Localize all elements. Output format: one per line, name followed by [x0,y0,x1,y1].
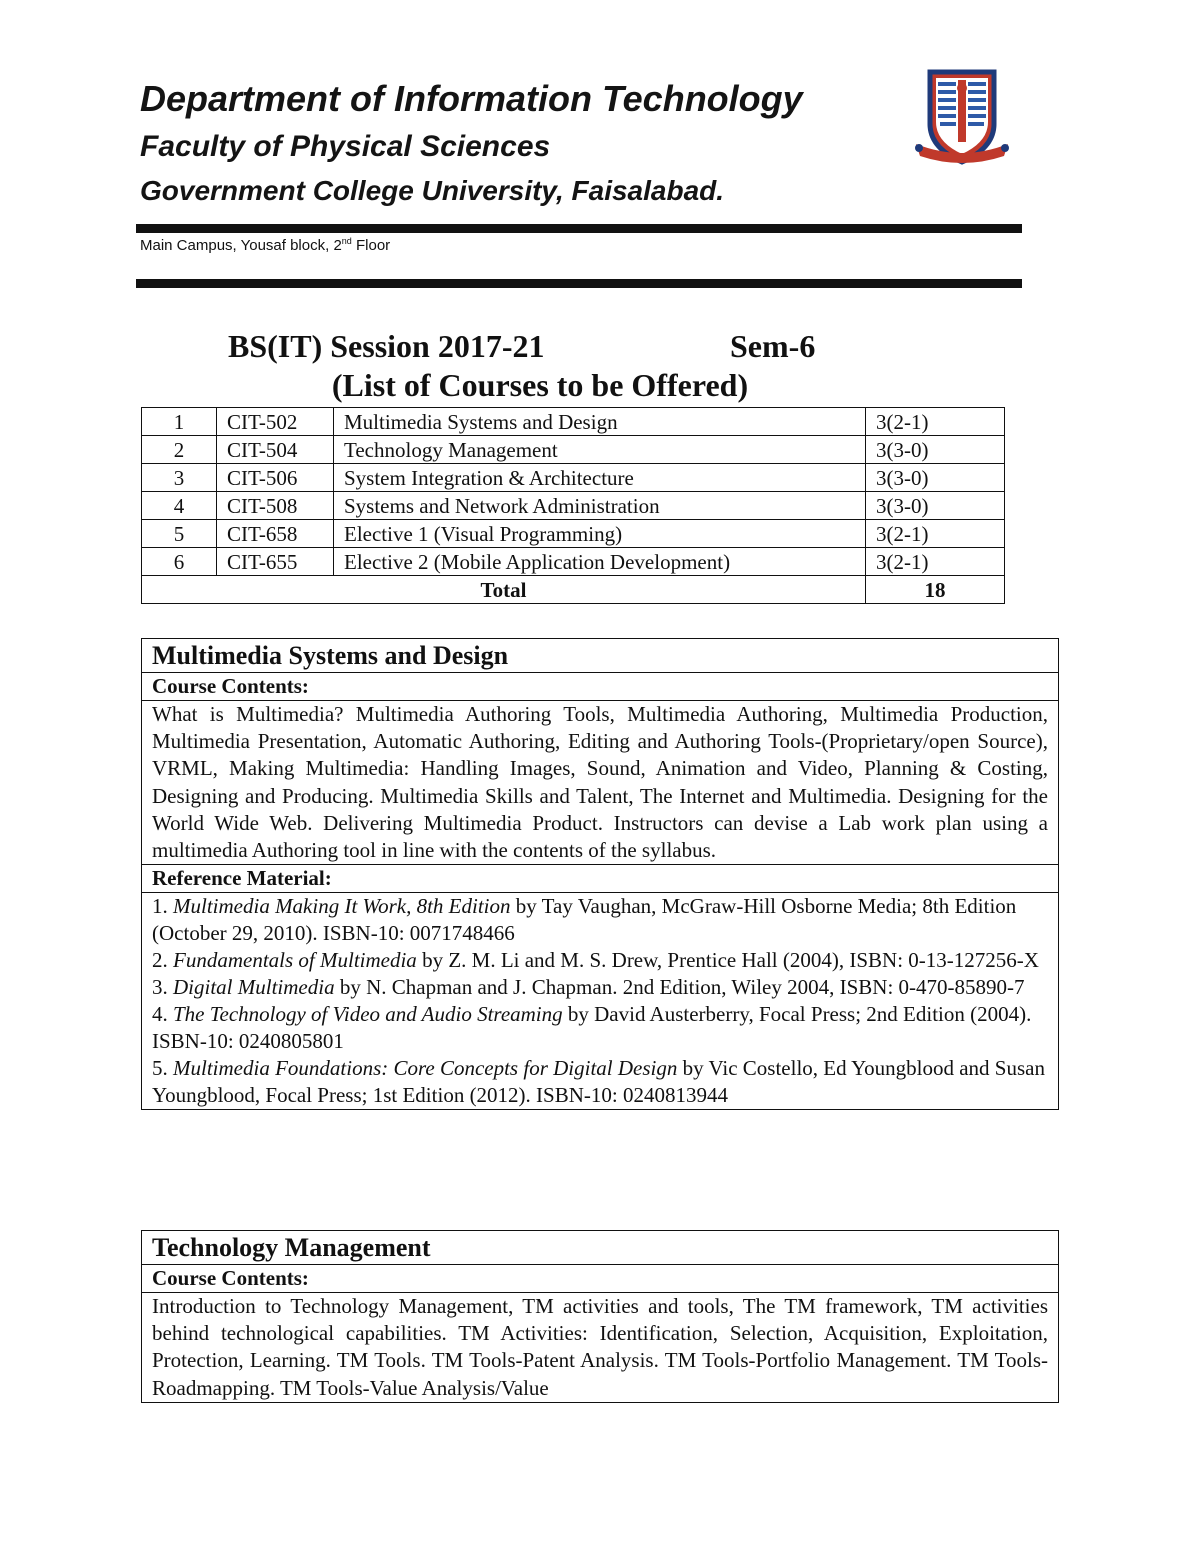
table-row [142,520,1005,548]
reference-book-title: Digital Multimedia [173,975,335,1000]
course-credits: 3(2-1) [866,408,1005,436]
reference-book-title: Multimedia Foundations: Core Concepts for Digital Design [173,1056,678,1081]
course-number: 1 [142,408,217,436]
campus-ordinal: nd [341,236,352,246]
table-row [142,492,1005,520]
university-crest-icon [912,66,1012,170]
reference-book-title: The Technology of Video and Audio Streaming [173,1002,563,1027]
reference-item [152,974,1048,1001]
reference-details: by Tay Vaughan, McGraw-Hill Osborne Media; 8th Edition (October 29, 2010). ISBN-10: 0071748466 [152,894,1017,946]
faculty-name: Faculty of Physical Sciences [140,130,551,163]
course-code: CIT-506 [217,464,334,492]
table-row [142,548,1005,576]
reference-number: 5. [152,1056,173,1081]
reference-item [152,893,1048,947]
course-number: 6 [142,548,217,576]
course-box-title: Multimedia Systems and Design [142,639,1059,673]
course-credits: 3(2-1) [866,548,1005,576]
course-code: CIT-502 [217,408,334,436]
university-name: Government College University, Faisalabad. [140,175,725,206]
table-row [142,436,1005,464]
course-title: Technology Management [334,436,866,464]
course-number: 4 [142,492,217,520]
course-credits: 3(3-0) [866,464,1005,492]
course-contents-label: Course Contents: [142,1265,1059,1293]
campus-floor: Floor [351,237,391,254]
course-title: Elective 2 (Mobile Application Development) [334,548,866,576]
table-row [142,408,1005,436]
reference-item [152,947,1048,974]
courses-table [141,407,1005,604]
program-session: BS(IT) Session 2017-21 [228,328,545,364]
reference-book-title: Fundamentals of Multimedia [173,948,417,973]
header-divider-top [136,224,1022,233]
total-credits: 18 [866,576,1005,604]
campus-text: Main Campus, Yousaf block, 2 [140,237,342,254]
course-contents-text: What is Multimedia? Multimedia Authoring Tools, Multimedia Authoring, Multimedia Production, Multimedia Presentation, Automatic Authoring, Editing and Authoring Tools-(Proprietary/open Source), VRML, Making Multimedia: Handling Images, Sound, Animation and Video, Planning & Costing, Designing and Producing. Multimedia Skills and Talent, The Internet and Multimedia. Designing for the World Wide Web. Delivering Multimedia Product. Instructors can devise a Lab work plan using a multimedia Authoring tool in line with the contents of the syllabus. [142,701,1059,865]
reference-item [152,1055,1048,1109]
course-contents-label: Course Contents: [142,673,1059,701]
reference-details: by Vic Costello, Ed Youngblood and Susan Youngblood, Focal Press; 1st Edition (2012). ISBN-10: 0240813944 [152,1056,1045,1108]
course-title: Multimedia Systems and Design [334,408,866,436]
reference-book-title: Multimedia Making It Work, 8th Edition [173,894,511,919]
reference-item [152,1001,1048,1055]
program-semester: Sem-6 [730,328,816,364]
course-code: CIT-504 [217,436,334,464]
reference-number: 2. [152,948,173,973]
reference-number: 1. [152,894,173,919]
campus-address [140,236,390,254]
total-label: Total [142,576,866,604]
course-title: Systems and Network Administration [334,492,866,520]
program-subtitle: (List of Courses to be Offered) [331,367,749,403]
course-number: 2 [142,436,217,464]
course-code: CIT-508 [217,492,334,520]
course-credits: 3(3-0) [866,492,1005,520]
course-credits: 3(3-0) [866,436,1005,464]
course-box-title: Technology Management [142,1231,1059,1265]
total-row [142,576,1005,604]
header-divider-bottom [136,279,1022,288]
reference-details: by David Austerberry, Focal Press; 2nd Edition (2004). ISBN-10: 0240805801 [152,1002,1032,1054]
department-name: Department of Information Technology [140,78,803,119]
reference-number: 4. [152,1002,173,1027]
reference-material-label: Reference Material: [142,865,1059,893]
reference-details: by Z. M. Li and M. S. Drew, Prentice Hall (2004), ISBN: 0-13-127256-X [416,948,1039,973]
course-contents-text: Introduction to Technology Management, TM activities and tools, The TM framework, TM activities behind technological capabilities. TM Activities: Identification, Selection, Acquisition, Exploitation, Protection, Learning. TM Tools. TM Tools-Patent Analysis. TM Tools-Portfolio Management. TM Tools- Roadmapping. TM Tools-Value Analysis/Value [142,1293,1059,1403]
course-number: 3 [142,464,217,492]
course-box-multimedia [141,638,1059,1110]
reference-list [142,893,1059,1110]
course-code: CIT-655 [217,548,334,576]
course-title: System Integration & Architecture [334,464,866,492]
reference-details: by N. Chapman and J. Chapman. 2nd Edition, Wiley 2004, ISBN: 0-470-85890-7 [334,975,1025,1000]
table-row [142,464,1005,492]
reference-number: 3. [152,975,173,1000]
course-number: 5 [142,520,217,548]
course-title: Elective 1 (Visual Programming) [334,520,866,548]
course-code: CIT-658 [217,520,334,548]
course-box-technology-management [141,1230,1059,1403]
course-credits: 3(2-1) [866,520,1005,548]
